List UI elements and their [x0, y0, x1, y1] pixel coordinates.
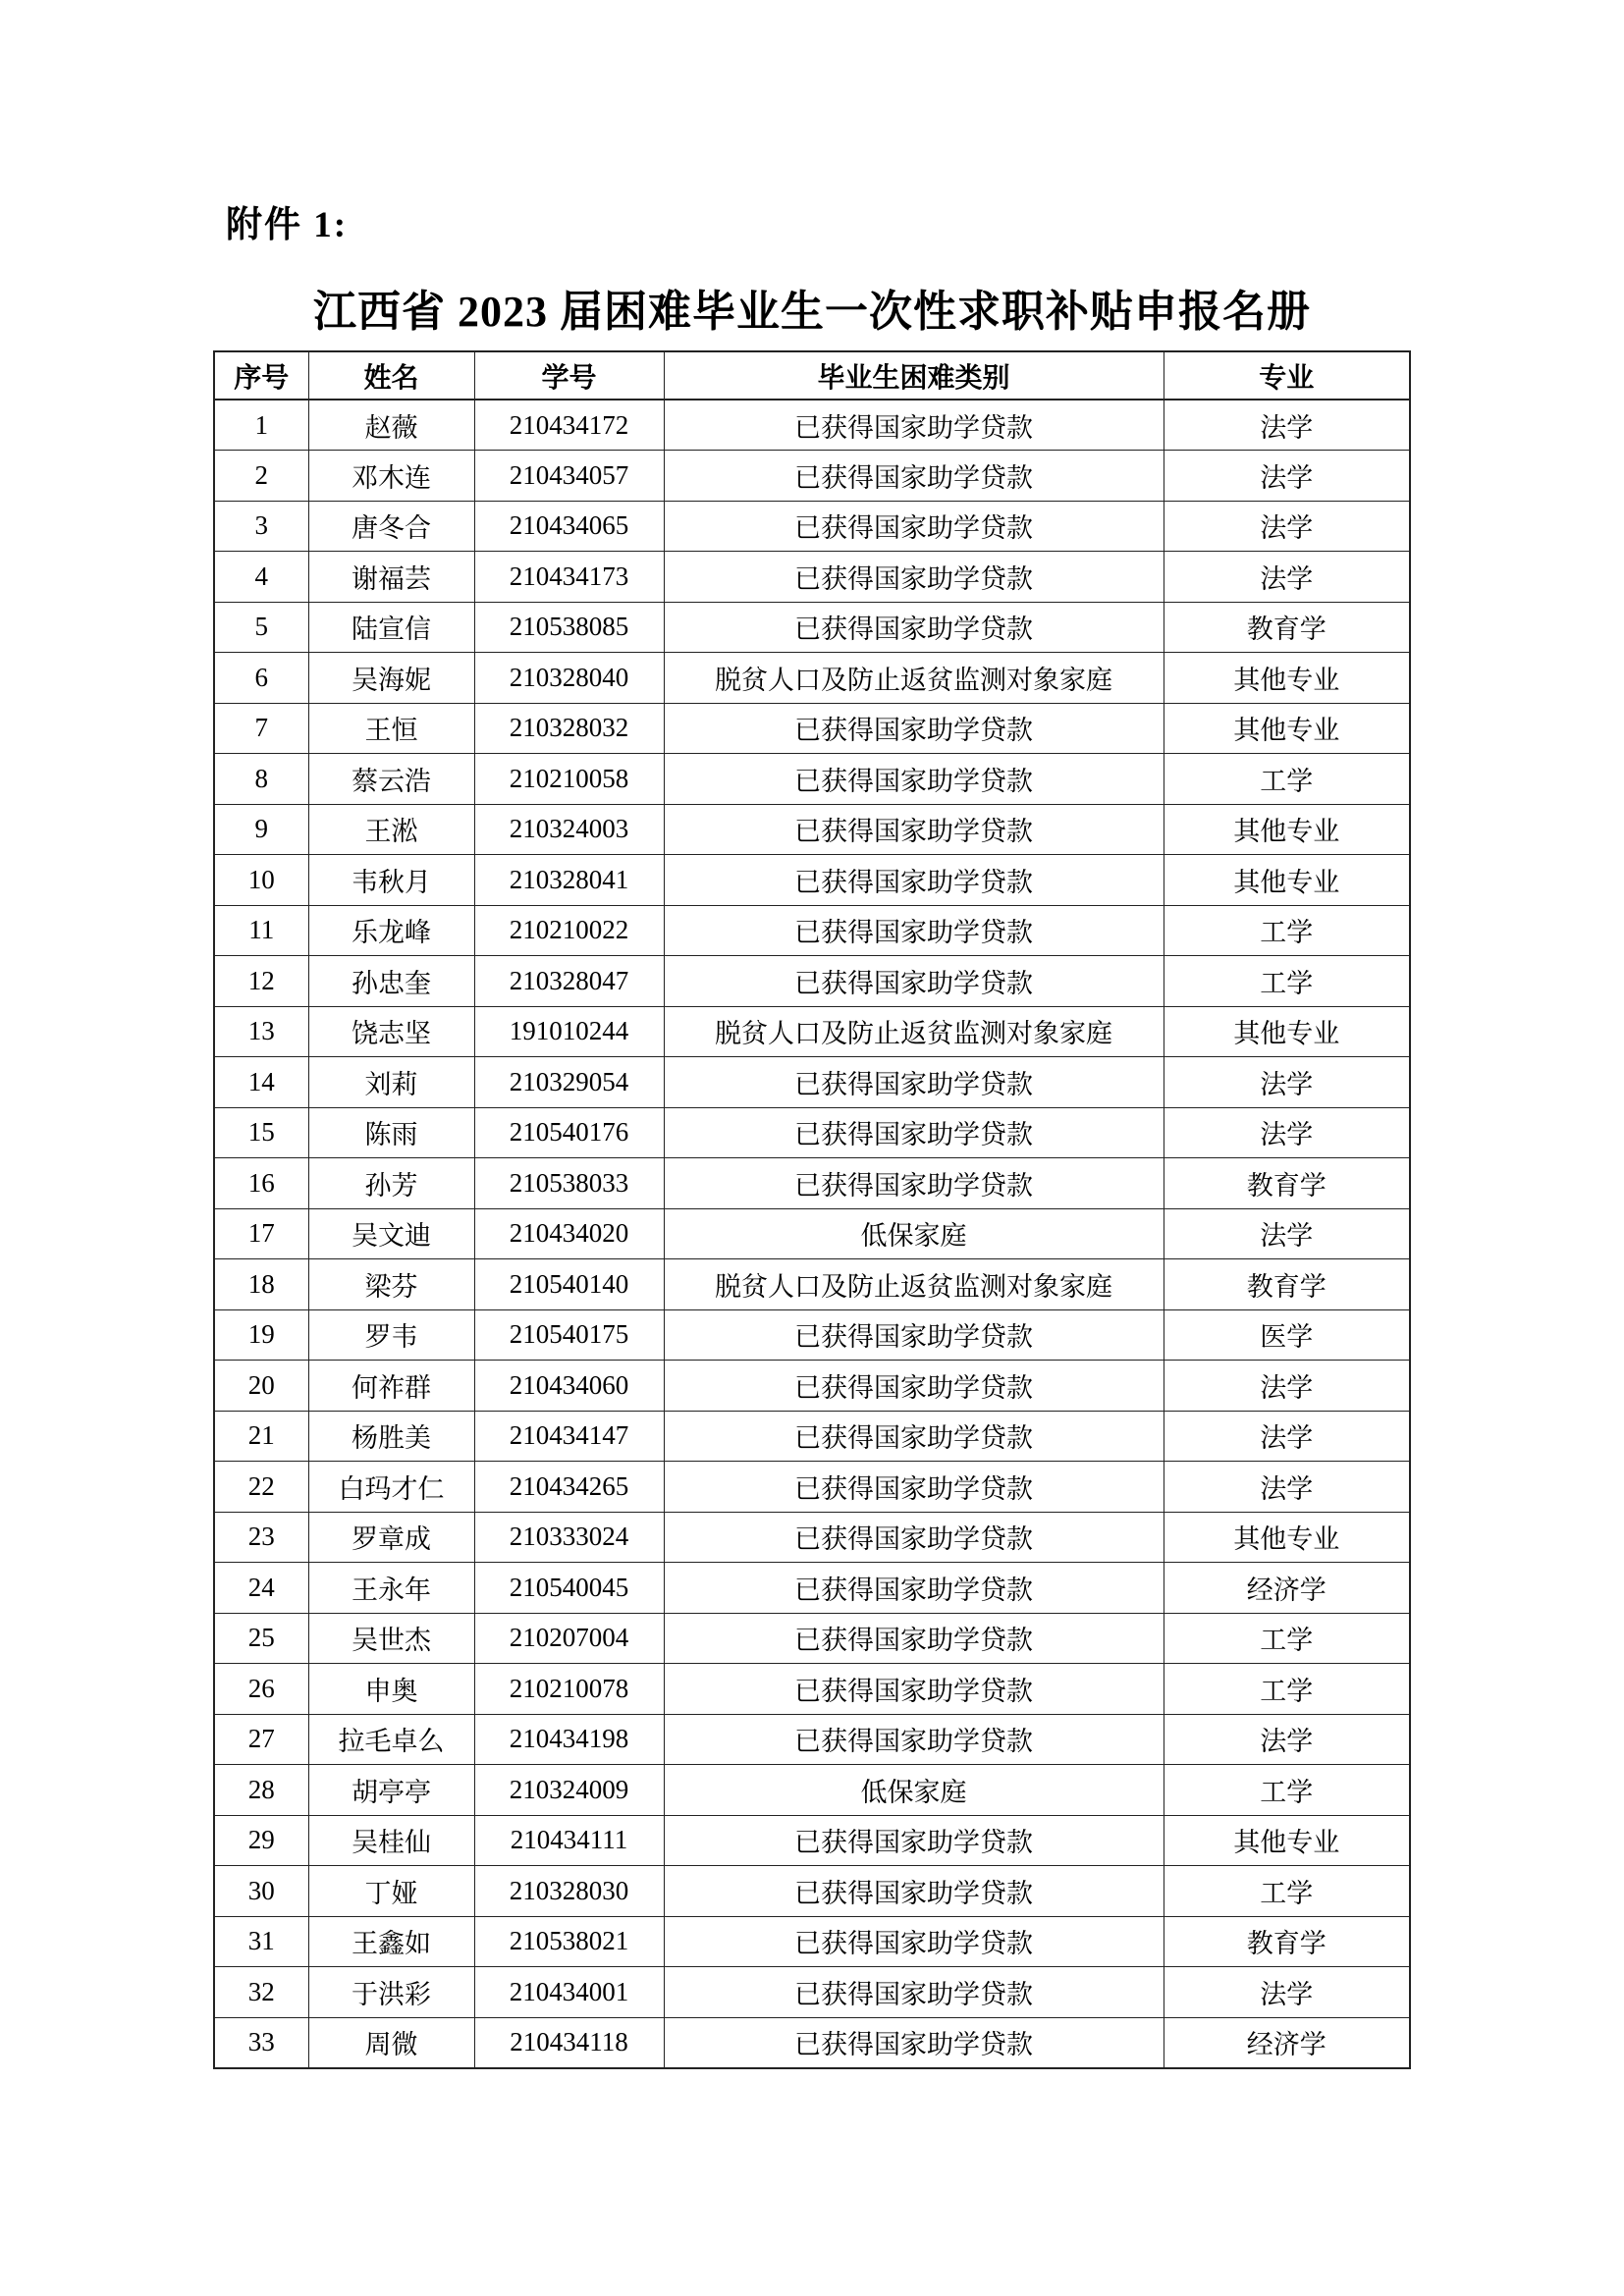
cell-student-id: 210434001 — [474, 1967, 664, 2018]
cell-name: 陈雨 — [308, 1107, 474, 1158]
table-row — [214, 1057, 1410, 1108]
cell-name: 陆宣信 — [308, 602, 474, 653]
cell-category: 已获得国家助学贷款 — [664, 602, 1164, 653]
cell-student-id: 210434020 — [474, 1208, 664, 1259]
column-header-name: 姓名 — [308, 351, 474, 400]
cell-index: 22 — [214, 1462, 308, 1513]
table-row — [214, 1916, 1410, 1967]
cell-student-id: 210434111 — [474, 1815, 664, 1866]
cell-name: 韦秋月 — [308, 855, 474, 906]
cell-index: 21 — [214, 1411, 308, 1462]
cell-student-id: 210324003 — [474, 804, 664, 855]
cell-index: 5 — [214, 602, 308, 653]
cell-name: 邓木连 — [308, 451, 474, 502]
cell-index: 23 — [214, 1512, 308, 1563]
cell-major: 工学 — [1164, 1765, 1410, 1816]
table-row — [214, 2017, 1410, 2068]
cell-name: 罗章成 — [308, 1512, 474, 1563]
cell-name: 王鑫如 — [308, 1916, 474, 1967]
cell-index: 28 — [214, 1765, 308, 1816]
cell-category: 已获得国家助学贷款 — [664, 804, 1164, 855]
cell-category: 已获得国家助学贷款 — [664, 1057, 1164, 1108]
header-row — [214, 351, 1410, 400]
cell-student-id: 210538021 — [474, 1916, 664, 1967]
cell-index: 29 — [214, 1815, 308, 1866]
cell-major: 其他专业 — [1164, 1815, 1410, 1866]
cell-major: 法学 — [1164, 400, 1410, 451]
cell-category: 已获得国家助学贷款 — [664, 1462, 1164, 1513]
table-row — [214, 804, 1410, 855]
cell-category: 已获得国家助学贷款 — [664, 451, 1164, 502]
cell-index: 16 — [214, 1158, 308, 1209]
cell-major: 法学 — [1164, 1057, 1410, 1108]
cell-category: 已获得国家助学贷款 — [664, 552, 1164, 603]
table-row — [214, 1462, 1410, 1513]
cell-category: 已获得国家助学贷款 — [664, 1967, 1164, 2018]
attachment-label: 附件 1: — [226, 205, 349, 245]
cell-major: 工学 — [1164, 1664, 1410, 1715]
table-row — [214, 1765, 1410, 1816]
cell-student-id: 210333024 — [474, 1512, 664, 1563]
cell-name: 乐龙峰 — [308, 905, 474, 956]
cell-index: 1 — [214, 400, 308, 451]
cell-category: 已获得国家助学贷款 — [664, 855, 1164, 906]
cell-category: 已获得国家助学贷款 — [664, 1158, 1164, 1209]
cell-major: 经济学 — [1164, 1563, 1410, 1614]
cell-major: 法学 — [1164, 1714, 1410, 1765]
column-header-student-id: 学号 — [474, 351, 664, 400]
column-header-index: 序号 — [214, 351, 308, 400]
cell-major: 法学 — [1164, 552, 1410, 603]
cell-student-id: 210540175 — [474, 1309, 664, 1361]
table-row — [214, 703, 1410, 754]
cell-category: 脱贫人口及防止返贫监测对象家庭 — [664, 1006, 1164, 1057]
cell-index: 19 — [214, 1309, 308, 1361]
cell-student-id: 210434265 — [474, 1462, 664, 1513]
table-row — [214, 855, 1410, 906]
table-row — [214, 1107, 1410, 1158]
cell-student-id: 210434118 — [474, 2017, 664, 2068]
cell-major: 经济学 — [1164, 2017, 1410, 2068]
cell-name: 梁芬 — [308, 1259, 474, 1310]
cell-major: 法学 — [1164, 501, 1410, 552]
cell-category: 脱贫人口及防止返贫监测对象家庭 — [664, 653, 1164, 704]
cell-student-id: 210434198 — [474, 1714, 664, 1765]
cell-name: 刘莉 — [308, 1057, 474, 1108]
cell-category: 低保家庭 — [664, 1208, 1164, 1259]
roster-table-body — [214, 400, 1410, 2068]
cell-student-id: 210434147 — [474, 1411, 664, 1462]
cell-index: 32 — [214, 1967, 308, 2018]
cell-name: 王恒 — [308, 703, 474, 754]
table-row — [214, 501, 1410, 552]
cell-student-id: 210328041 — [474, 855, 664, 906]
cell-student-id: 210324009 — [474, 1765, 664, 1816]
cell-major: 法学 — [1164, 1411, 1410, 1462]
cell-student-id: 210328040 — [474, 653, 664, 704]
table-row — [214, 1866, 1410, 1917]
table-row — [214, 602, 1410, 653]
cell-category: 已获得国家助学贷款 — [664, 1613, 1164, 1664]
cell-category: 已获得国家助学贷款 — [664, 501, 1164, 552]
cell-major: 法学 — [1164, 1361, 1410, 1412]
cell-name: 王永年 — [308, 1563, 474, 1614]
cell-student-id: 210540140 — [474, 1259, 664, 1310]
cell-name: 周微 — [308, 2017, 474, 2068]
cell-index: 6 — [214, 653, 308, 704]
cell-name: 何祚群 — [308, 1361, 474, 1412]
table-row — [214, 1411, 1410, 1462]
cell-category: 已获得国家助学贷款 — [664, 1107, 1164, 1158]
cell-category: 已获得国家助学贷款 — [664, 1916, 1164, 1967]
table-row — [214, 1361, 1410, 1412]
cell-index: 11 — [214, 905, 308, 956]
cell-index: 2 — [214, 451, 308, 502]
table-row — [214, 1613, 1410, 1664]
cell-category: 已获得国家助学贷款 — [664, 1512, 1164, 1563]
cell-category: 已获得国家助学贷款 — [664, 1714, 1164, 1765]
cell-category: 已获得国家助学贷款 — [664, 2017, 1164, 2068]
cell-major: 教育学 — [1164, 1259, 1410, 1310]
cell-category: 已获得国家助学贷款 — [664, 703, 1164, 754]
cell-major: 法学 — [1164, 1208, 1410, 1259]
cell-name: 谢福芸 — [308, 552, 474, 603]
cell-index: 12 — [214, 956, 308, 1007]
page-title: 江西省 2023 届困难毕业生一次性求职补贴申报名册 — [313, 288, 1311, 336]
roster-table-header — [214, 351, 1410, 400]
cell-major: 工学 — [1164, 1613, 1410, 1664]
cell-index: 8 — [214, 754, 308, 805]
cell-name: 白玛才仁 — [308, 1462, 474, 1513]
cell-student-id: 210328030 — [474, 1866, 664, 1917]
cell-student-id: 210328032 — [474, 703, 664, 754]
cell-student-id: 210540176 — [474, 1107, 664, 1158]
cell-student-id: 210329054 — [474, 1057, 664, 1108]
cell-major: 其他专业 — [1164, 855, 1410, 906]
table-row — [214, 1815, 1410, 1866]
cell-name: 吴世杰 — [308, 1613, 474, 1664]
cell-student-id: 210434060 — [474, 1361, 664, 1412]
cell-major: 法学 — [1164, 1107, 1410, 1158]
cell-major: 工学 — [1164, 1866, 1410, 1917]
cell-student-id: 210538085 — [474, 602, 664, 653]
cell-major: 其他专业 — [1164, 703, 1410, 754]
cell-name: 赵薇 — [308, 400, 474, 451]
cell-major: 工学 — [1164, 905, 1410, 956]
cell-student-id: 210210078 — [474, 1664, 664, 1715]
cell-name: 孙芳 — [308, 1158, 474, 1209]
cell-student-id: 210210058 — [474, 754, 664, 805]
cell-name: 吴海妮 — [308, 653, 474, 704]
cell-student-id: 210328047 — [474, 956, 664, 1007]
cell-category: 低保家庭 — [664, 1765, 1164, 1816]
cell-index: 27 — [214, 1714, 308, 1765]
cell-name: 罗韦 — [308, 1309, 474, 1361]
cell-name: 杨胜美 — [308, 1411, 474, 1462]
table-row — [214, 552, 1410, 603]
cell-major: 教育学 — [1164, 1916, 1410, 1967]
cell-student-id: 210538033 — [474, 1158, 664, 1209]
cell-major: 法学 — [1164, 451, 1410, 502]
cell-category: 已获得国家助学贷款 — [664, 905, 1164, 956]
cell-index: 7 — [214, 703, 308, 754]
column-header-major: 专业 — [1164, 351, 1410, 400]
cell-index: 31 — [214, 1916, 308, 1967]
cell-index: 9 — [214, 804, 308, 855]
cell-category: 已获得国家助学贷款 — [664, 1664, 1164, 1715]
cell-major: 工学 — [1164, 754, 1410, 805]
cell-index: 20 — [214, 1361, 308, 1412]
table-row — [214, 754, 1410, 805]
table-row — [214, 653, 1410, 704]
cell-major: 教育学 — [1164, 602, 1410, 653]
cell-category: 已获得国家助学贷款 — [664, 956, 1164, 1007]
cell-name: 蔡云浩 — [308, 754, 474, 805]
table-row — [214, 1158, 1410, 1209]
table-row — [214, 905, 1410, 956]
cell-student-id: 210434172 — [474, 400, 664, 451]
table-row — [214, 1714, 1410, 1765]
cell-name: 孙忠奎 — [308, 956, 474, 1007]
table-row — [214, 1208, 1410, 1259]
cell-category: 已获得国家助学贷款 — [664, 1815, 1164, 1866]
cell-index: 14 — [214, 1057, 308, 1108]
cell-category: 已获得国家助学贷款 — [664, 1563, 1164, 1614]
cell-name: 王淞 — [308, 804, 474, 855]
cell-category: 已获得国家助学贷款 — [664, 754, 1164, 805]
cell-major: 其他专业 — [1164, 1006, 1410, 1057]
cell-student-id: 210434065 — [474, 501, 664, 552]
cell-major: 其他专业 — [1164, 1512, 1410, 1563]
cell-index: 30 — [214, 1866, 308, 1917]
cell-name: 唐冬合 — [308, 501, 474, 552]
cell-student-id: 210210022 — [474, 905, 664, 956]
roster-table — [213, 350, 1411, 2069]
cell-name: 吴桂仙 — [308, 1815, 474, 1866]
cell-index: 25 — [214, 1613, 308, 1664]
cell-major: 医学 — [1164, 1309, 1410, 1361]
cell-name: 拉毛卓么 — [308, 1714, 474, 1765]
cell-major: 法学 — [1164, 1462, 1410, 1513]
cell-index: 33 — [214, 2017, 308, 2068]
cell-name: 申奥 — [308, 1664, 474, 1715]
table-row — [214, 1512, 1410, 1563]
table-row — [214, 1309, 1410, 1361]
cell-index: 17 — [214, 1208, 308, 1259]
table-row — [214, 1967, 1410, 2018]
cell-index: 3 — [214, 501, 308, 552]
cell-index: 13 — [214, 1006, 308, 1057]
cell-student-id: 210207004 — [474, 1613, 664, 1664]
cell-name: 于洪彩 — [308, 1967, 474, 2018]
table-row — [214, 1563, 1410, 1614]
cell-major: 法学 — [1164, 1967, 1410, 2018]
cell-index: 24 — [214, 1563, 308, 1614]
cell-student-id: 191010244 — [474, 1006, 664, 1057]
cell-name: 吴文迪 — [308, 1208, 474, 1259]
table-row — [214, 451, 1410, 502]
cell-category: 已获得国家助学贷款 — [664, 1309, 1164, 1361]
column-header-category: 毕业生困难类别 — [664, 351, 1164, 400]
cell-category: 已获得国家助学贷款 — [664, 1411, 1164, 1462]
cell-index: 18 — [214, 1259, 308, 1310]
cell-name: 丁娅 — [308, 1866, 474, 1917]
cell-category: 已获得国家助学贷款 — [664, 1361, 1164, 1412]
table-row — [214, 956, 1410, 1007]
table-row — [214, 1664, 1410, 1715]
cell-student-id: 210434057 — [474, 451, 664, 502]
cell-student-id: 210540045 — [474, 1563, 664, 1614]
cell-category: 脱贫人口及防止返贫监测对象家庭 — [664, 1259, 1164, 1310]
table-row — [214, 400, 1410, 451]
cell-name: 饶志坚 — [308, 1006, 474, 1057]
cell-index: 15 — [214, 1107, 308, 1158]
cell-student-id: 210434173 — [474, 552, 664, 603]
cell-index: 4 — [214, 552, 308, 603]
cell-index: 26 — [214, 1664, 308, 1715]
cell-major: 其他专业 — [1164, 804, 1410, 855]
cell-category: 已获得国家助学贷款 — [664, 400, 1164, 451]
table-row — [214, 1259, 1410, 1310]
table-row — [214, 1006, 1410, 1057]
cell-major: 教育学 — [1164, 1158, 1410, 1209]
cell-major: 其他专业 — [1164, 653, 1410, 704]
cell-index: 10 — [214, 855, 308, 906]
cell-major: 工学 — [1164, 956, 1410, 1007]
cell-name: 胡亭亭 — [308, 1765, 474, 1816]
cell-category: 已获得国家助学贷款 — [664, 1866, 1164, 1917]
